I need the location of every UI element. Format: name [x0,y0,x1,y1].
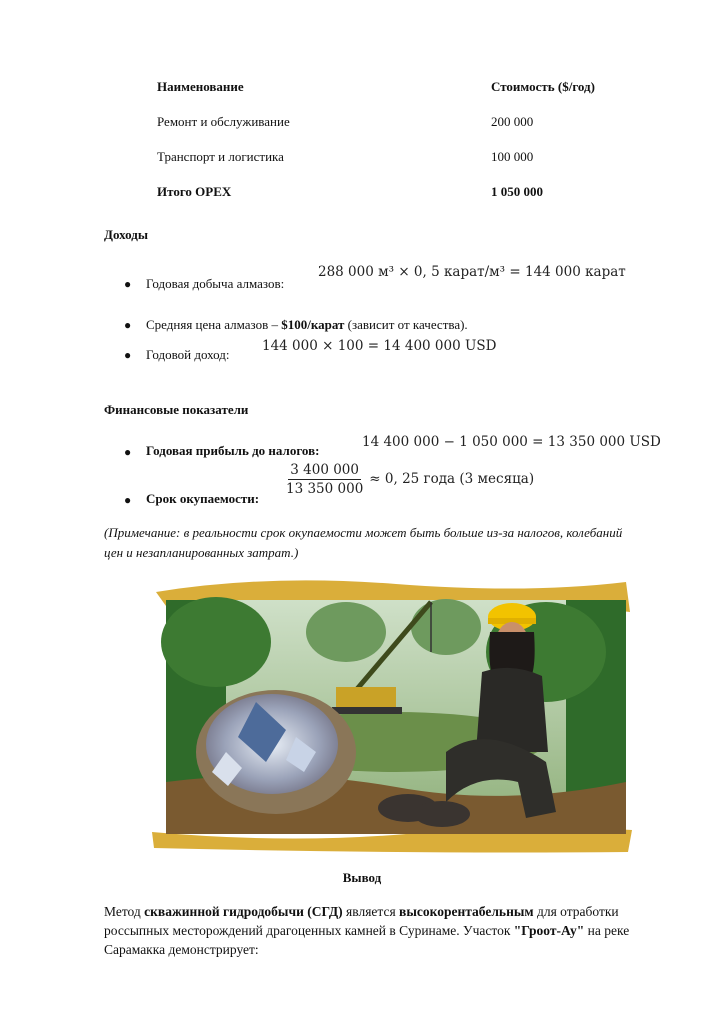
conclusion-paragraph: Метод скважинной гидродобычи (СГД) является высокорентабельным для отработки россыпных месторождений драгоценных камней в Суринаме. Участок "Гроот-Ау" на реке Сарамакка демонстрирует: [104,904,630,957]
table-row-cost: 100 000 [491,149,534,164]
income-heading: Доходы [104,227,148,242]
bullet-icon: ● [124,277,132,291]
bullet-icon: ● [124,318,132,332]
revenue-formula: 144 000 × 100 = 14 400 000 USD [262,338,497,354]
revenue-label: Годовой доход: [146,347,230,362]
table-header-cost: Стоимость ($/год) [491,79,595,94]
bullet-icon: ● [124,493,132,507]
conclusion-heading: Вывод [342,870,382,885]
mining-formula: 288 000 м³ × 0, 5 карат/м³ = 144 000 карат [318,264,626,280]
profit-formula: 14 400 000 − 1 050 000 = 13 350 000 USD [362,434,661,450]
payback-label: Срок окупаемости: [146,491,260,506]
mining-label: Годовая добыча алмазов: [146,276,285,291]
payback-formula: $\frac{3 400 000}{13 350 000}$ ≈ 0, 25 года (3 месяца) [286,462,535,497]
note-text: (Примечание: в реальности срок окупаемости может быть больше из-за налогов, колебаний цен и незапланированных затрат.) [104,525,623,560]
table-total-name: Итого OPEX [157,184,232,199]
jungle-mining-illustration [146,572,634,854]
financial-heading: Финансовые показатели [104,402,249,417]
table-row-name: Ремонт и обслуживание [157,114,290,129]
price-line: Средняя цена алмазов – $100/карат (зависит от качества). [146,317,468,332]
table-row-name: Транспорт и логистика [157,149,284,164]
table-total-cost: 1 050 000 [491,184,543,199]
bullet-icon: ● [124,445,132,459]
table-header-name: Наименование [157,79,244,94]
profit-label: Годовая прибыль до налогов: [146,443,320,458]
table-row-cost: 200 000 [491,114,534,129]
bullet-icon: ● [124,348,132,362]
